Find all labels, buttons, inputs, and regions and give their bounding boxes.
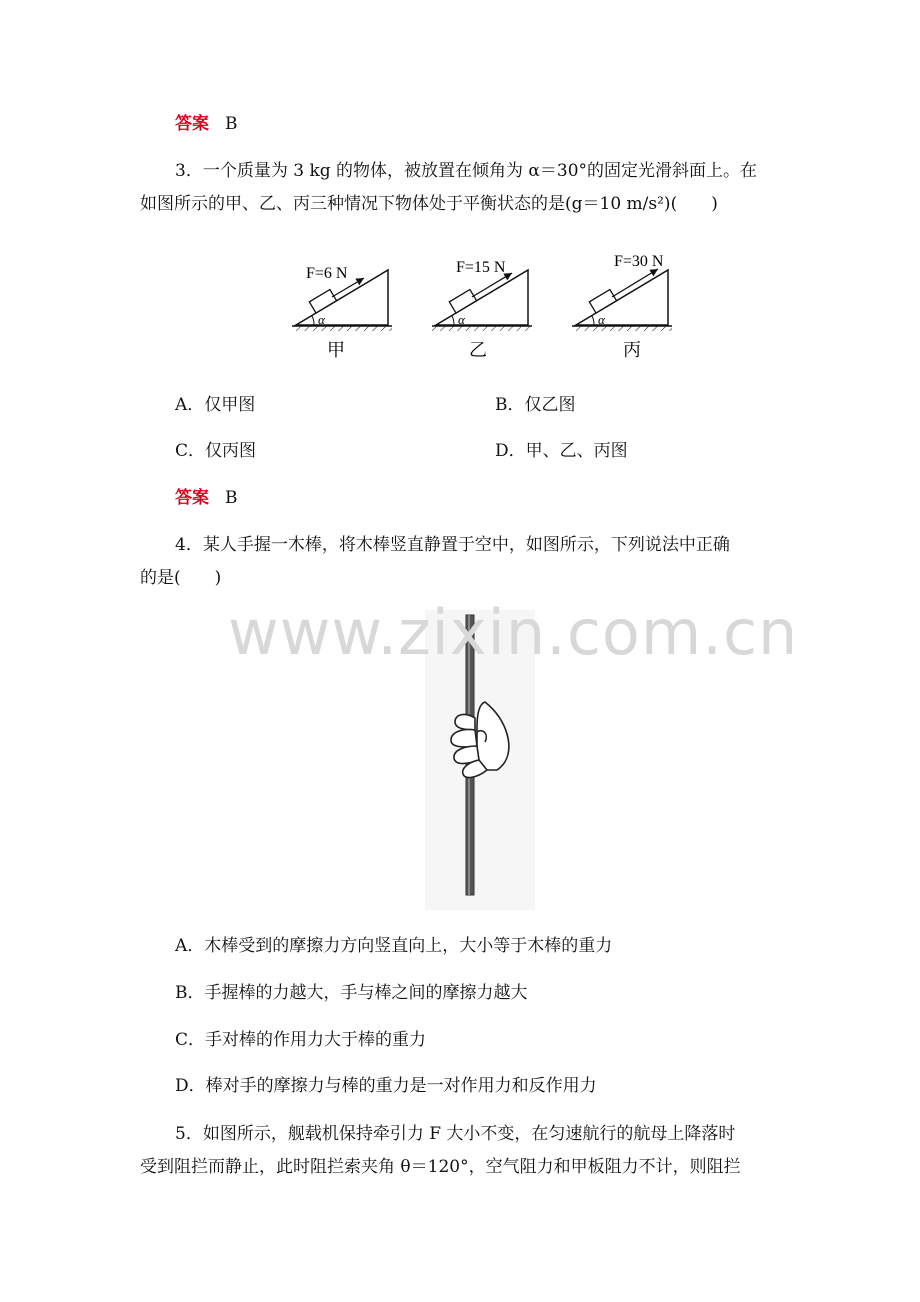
caption-jia: 甲 — [327, 340, 345, 361]
watermark: www.zixin.com.cn — [228, 596, 799, 669]
force-label-jia: F=6 N — [306, 265, 348, 282]
q3-option-c: C．仅丙图 — [175, 441, 257, 461]
incline-figure-bing — [572, 253, 672, 361]
incline-figures — [268, 240, 688, 370]
q4-line2: 的是( ) — [140, 568, 222, 588]
answer-value: B — [225, 114, 238, 134]
q3-line2: 如图所示的甲、乙、丙三种情况下物体处于平衡状态的是(g＝10 m/s²)( ) — [140, 194, 718, 214]
q3-line1: 3．一个质量为 3 kg 的物体，被放置在倾角为 α＝30°的固定光滑斜面上。在 — [175, 161, 758, 181]
angle-label-jia: α — [318, 312, 325, 327]
angle-label-yi: α — [458, 312, 465, 327]
angle-label-bing: α — [598, 312, 605, 327]
q4-option-b: B．手握棒的力越大，手与棒之间的摩擦力越大 — [175, 983, 528, 1003]
q3-option-d: D．甲、乙、丙图 — [495, 441, 628, 461]
answer-label: 答案 — [175, 488, 209, 508]
incline-figure-jia — [292, 265, 392, 361]
q4-option-a: A．木棒受到的摩擦力方向竖直向上，大小等于木棒的重力 — [175, 936, 613, 956]
q3-option-a: A．仅甲图 — [175, 395, 256, 415]
q4-line1: 4．某人手握一木棒，将木棒竖直静置于空中，如图所示，下列说法中正确 — [175, 535, 730, 555]
q2-answer — [175, 110, 238, 138]
q4-option-c: C．手对棒的作用力大于棒的重力 — [175, 1030, 427, 1050]
caption-bing: 丙 — [623, 340, 641, 361]
force-label-bing: F=30 N — [614, 253, 664, 270]
force-label-yi: F=15 N — [456, 259, 506, 276]
incline-figure-yi — [432, 259, 532, 361]
answer-value: B — [225, 488, 238, 508]
hand-rod-figure — [425, 610, 535, 910]
answer-label: 答案 — [175, 114, 209, 134]
q4-option-d: D．棒对手的摩擦力与棒的重力是一对作用力和反作用力 — [175, 1076, 597, 1096]
caption-yi: 乙 — [469, 340, 487, 361]
q5-line2: 受到阻拦而静止，此时阻拦索夹角 θ＝120°，空气阻力和甲板阻力不计，则阻拦 — [140, 1157, 741, 1177]
q3-answer — [175, 484, 238, 512]
q3-option-b: B．仅乙图 — [495, 395, 576, 415]
q5-line1: 5．如图所示，舰载机保持牵引力 F 大小不变，在匀速航行的航母上降落时 — [175, 1124, 736, 1144]
